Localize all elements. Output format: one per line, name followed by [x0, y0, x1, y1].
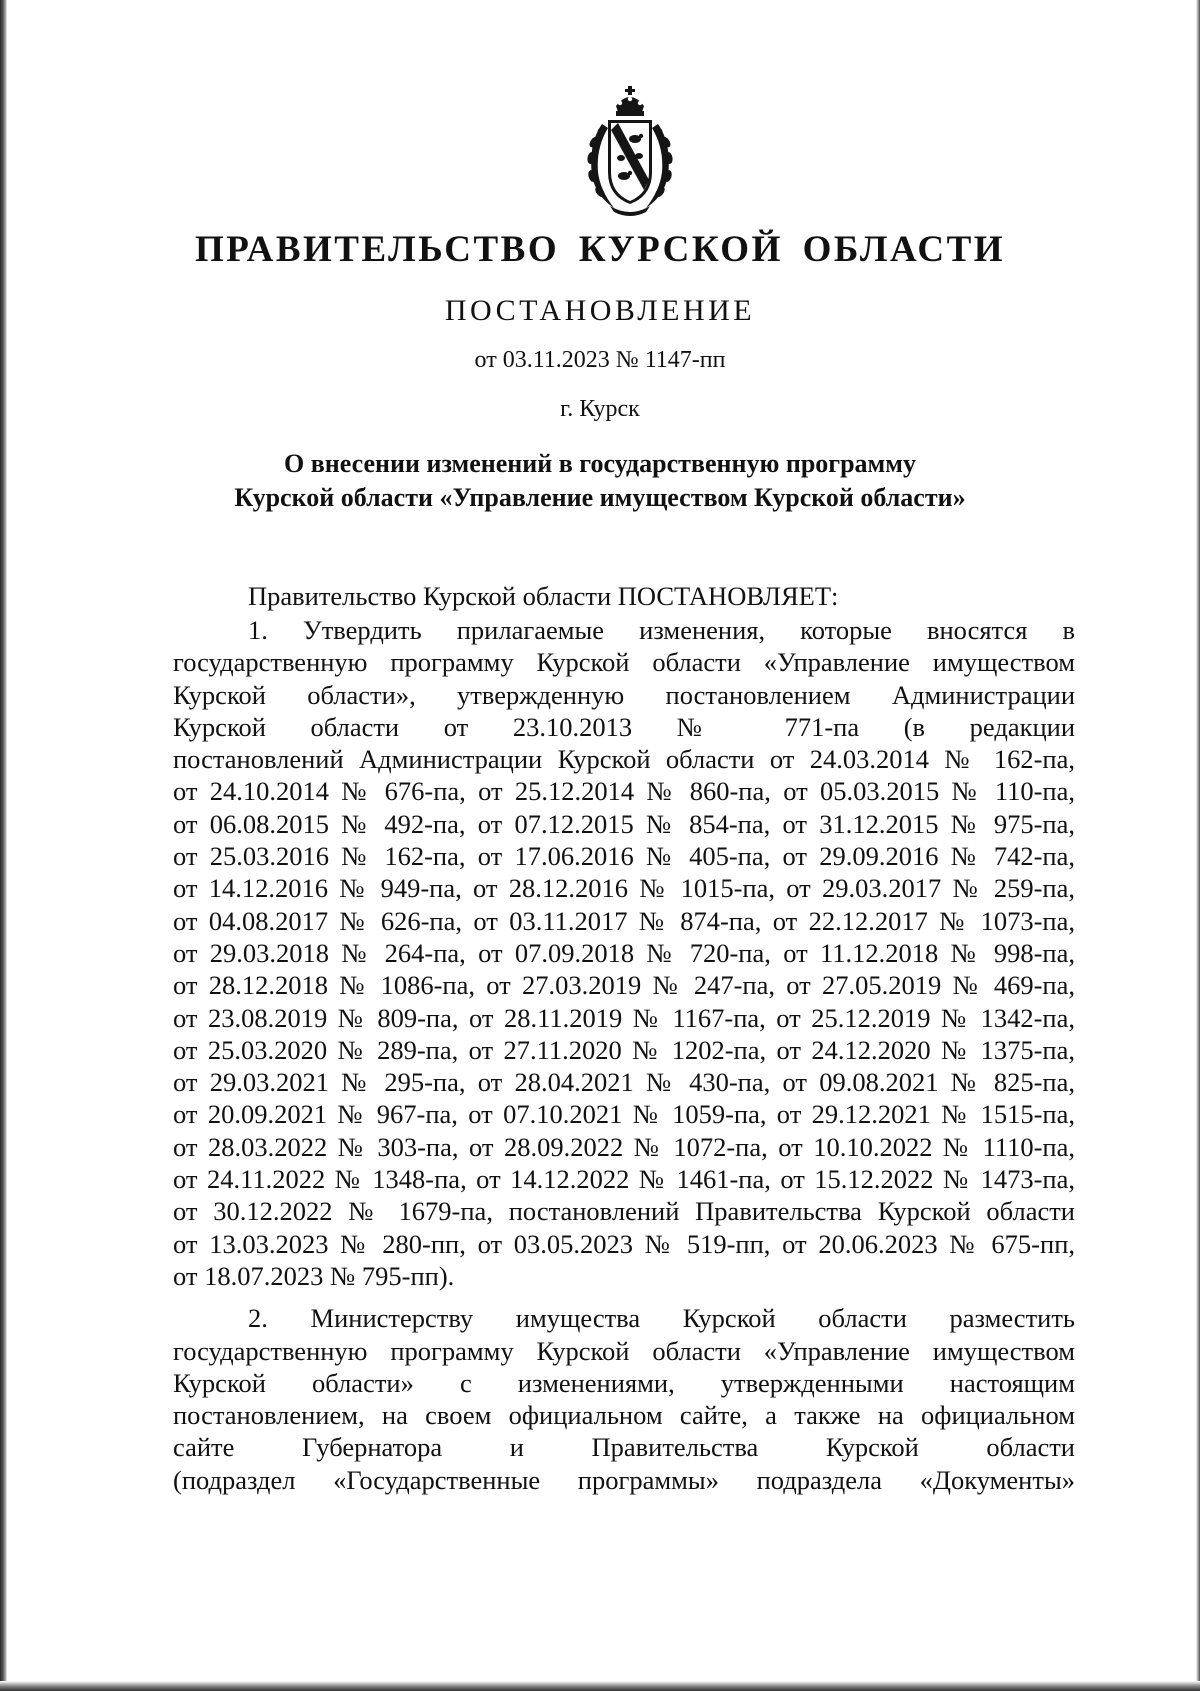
- coat-of-arms-icon: [580, 84, 680, 218]
- paragraph-2: [173, 1302, 1075, 1496]
- body-line: от 24.10.2014 № 676-па, от 25.12.2014 № 860-па, от 05.03.2015 № 110-па,: [173, 776, 1075, 807]
- preamble: Правительство Курской области ПОСТАНОВЛЯЕТ:: [248, 581, 839, 611]
- body-line: постановлений Администрации Курской области от 24.03.2014 № 162-па,: [173, 744, 1075, 775]
- body-line: от 29.03.2021 № 295-па, от 28.04.2021 № 430-па, от 09.08.2021 № 825-па,: [173, 1067, 1075, 1098]
- body-line: от 25.03.2016 № 162-па, от 17.06.2016 № 405-па, от 29.09.2016 № 742-па,: [173, 841, 1075, 872]
- document-city: г. Курск: [560, 396, 640, 422]
- body-line: 1. Утвердить прилагаемые изменения, которые вносятся в: [248, 615, 1075, 645]
- body-line: постановлением, на своем официальном сайте, а также на официальном: [173, 1400, 1075, 1431]
- body-line: (подраздел «Государственные программы» подраздела «Документы»: [173, 1464, 1075, 1495]
- body-line: от 28.12.2018 № 1086-па, от 27.03.2019 № 247-па, от 27.05.2019 № 469-па,: [173, 970, 1075, 1001]
- body-line: сайте Губернатора и Правительства Курской области: [173, 1432, 1075, 1463]
- body-line: от 04.08.2017 № 626-па, от 03.11.2017 № 874-па, от 22.12.2017 № 1073-па,: [173, 905, 1075, 936]
- subject-line: Курской области «Управление имуществом Курской области»: [234, 483, 966, 512]
- body-line: от 24.11.2022 № 1348-па, от 14.12.2022 № 1461-па, от 15.12.2022 № 1473-па,: [173, 1164, 1075, 1195]
- authority-title: ПРАВИТЕЛЬСТВО КУРСКОЙ ОБЛАСТИ: [194, 229, 1006, 270]
- scan-edge-bottom: [0, 1681, 1200, 1691]
- body-line: от 06.08.2015 № 492-па, от 07.12.2015 № 854-па, от 31.12.2015 № 975-па,: [173, 808, 1075, 839]
- body-line: от 20.09.2021 № 967-па, от 07.10.2021 № 1059-па, от 29.12.2021 № 1515-па,: [173, 1099, 1075, 1130]
- body-line: от 14.12.2016 № 949-па, от 28.12.2016 № 1015-па, от 29.03.2017 № 259-па,: [173, 873, 1075, 904]
- body-line: Курской области» с изменениями, утвержденными настоящим: [173, 1367, 1075, 1398]
- body-line: от 23.08.2019 № 809-па, от 28.11.2019 № 1167-па, от 25.12.2019 № 1342-па,: [173, 1002, 1075, 1033]
- body-line: от 30.12.2022 № 1679-па, постановлений Правительства Курской области: [173, 1196, 1075, 1227]
- body-line: от 18.07.2023 № 795-пп).: [173, 1260, 455, 1291]
- document-body: [173, 580, 1075, 1496]
- paragraph-1: [173, 614, 1075, 1292]
- document-number: от 03.11.2023 № 1147-пп: [474, 347, 726, 373]
- body-line: от 25.03.2020 № 289-па, от 27.11.2020 № 1202-па, от 24.12.2020 № 1375-па,: [173, 1034, 1075, 1065]
- body-line: от 13.03.2023 № 280-пп, от 03.05.2023 № 519-пп, от 20.06.2023 № 675-пп,: [173, 1228, 1075, 1259]
- body-line: от 28.03.2022 № 303-па, от 28.09.2022 № 1072-па, от 10.10.2022 № 1110-па,: [173, 1131, 1075, 1162]
- body-line: государственную программу Курской области «Управление имуществом: [173, 1335, 1075, 1366]
- paragraph-gap: [173, 1292, 1075, 1302]
- subject-line: О внесении изменений в государственную программу: [284, 449, 916, 478]
- body-line: государственную программу Курской области «Управление имуществом: [173, 647, 1075, 678]
- body-line: от 29.03.2018 № 264-па, от 07.09.2018 № 720-па, от 11.12.2018 № 998-па,: [173, 937, 1075, 968]
- body-line: Курской области», утвержденную постановлением Администрации: [173, 679, 1075, 710]
- document-type: ПОСТАНОВЛЕНИЕ: [444, 294, 756, 327]
- body-line: Курской области от 23.10.2013 № 771-па (в редакции: [173, 711, 1075, 742]
- body-line: 2. Министерству имущества Курской области разместить: [248, 1303, 1075, 1334]
- document-subject: [0, 447, 1200, 515]
